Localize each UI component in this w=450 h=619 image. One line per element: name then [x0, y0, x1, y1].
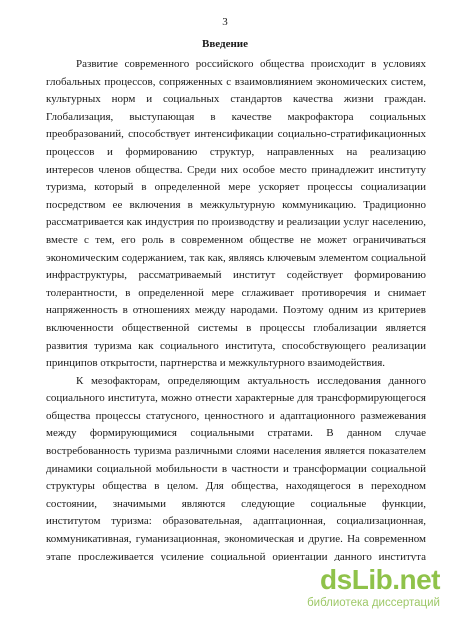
- watermark-logo-text: dsLib.net: [320, 564, 440, 595]
- section-heading: Введение: [201, 38, 249, 50]
- text-line: рассматривается как индустрия по производству и реализации услуг населению,: [46, 216, 426, 229]
- text-line: принципов открытости, партнерства и межкультурного взаимодействия.: [46, 357, 386, 370]
- text-line: процессов и формированию структур, направленных на реализацию: [46, 145, 426, 158]
- text-line: посредством ее включения в межкультурную коммуникацию. Традиционно: [46, 198, 426, 211]
- body-text: [46, 56, 426, 561]
- text-line: этапе прослеживается усиление социальной ориентации данного института: [46, 550, 426, 561]
- text-line: преобразований, способствует интенсификации социально-стратификационных: [46, 128, 426, 141]
- text-line: между формирующимися социальными стратами. В данном случае: [46, 427, 426, 440]
- text-line: состоянии, значимыми являются следующие социальные функции,: [46, 497, 426, 510]
- text-line: глобальных процессов, сопряженных с взаимовлиянием экономических систем,: [46, 75, 426, 88]
- text-line: Глобализация, выступающая в качестве макрофактора социальных: [46, 110, 426, 123]
- text-line: динамики социальной мобильности в частности и трансформации социальной: [46, 462, 426, 475]
- text-line: институтом туризма: образовательная, адаптационная, социализационная,: [46, 515, 426, 528]
- text-line: К мезофакторам, определяющим актуальность исследования данного: [76, 374, 426, 387]
- text-line: интересов членов общества. Среди них особое место принадлежит институту: [46, 163, 426, 176]
- text-line: культурных норм и социальных стандартов качества жизни граждан.: [46, 93, 426, 106]
- text-line: развития туризма как социального института, способствующего реализации: [46, 339, 426, 352]
- text-line: экономическим содержанием, так как, являясь ключевым элементом социальной: [46, 251, 426, 264]
- watermark-subtitle: библиотека диссертаций: [307, 597, 440, 609]
- text-line: общества процессы статусного, ценностного и адаптационного размежевания: [46, 409, 426, 422]
- text-line: включенности общественной системы в процессы глобализации является: [46, 321, 426, 334]
- text-line: востребованность туризма различными слоями населения является показателем: [46, 445, 426, 458]
- text-line: коммуникативная, гуманизационная, экономическая и другие. На современном: [46, 533, 426, 546]
- text-line: Развитие современного российского общества происходит в условиях: [76, 58, 426, 70]
- text-line: социального института, можно отнести характерные для трансформирующегося: [46, 392, 426, 405]
- text-line: структуры общества в целом. Для общества, находящегося в переходном: [46, 480, 426, 493]
- page-number: 3: [222, 16, 228, 28]
- paragraph: [46, 373, 426, 561]
- watermark-logo: [255, 565, 440, 615]
- paragraph: [46, 56, 426, 373]
- text-line: инфраструктуры, рассматриваемый институт содействует формированию: [46, 269, 426, 282]
- text-line: толерантности, в определенной мере сглаживает противоречия и снимает: [46, 286, 426, 299]
- text-line: вместе с тем, его роль в современном обществе не может ограничиваться: [46, 233, 426, 246]
- text-line: напряженность в отношениях между народами. Поэтому одним из критериев: [46, 304, 426, 317]
- text-line: туризма, который в определенной мере ускоряет процессы социализации: [46, 181, 426, 194]
